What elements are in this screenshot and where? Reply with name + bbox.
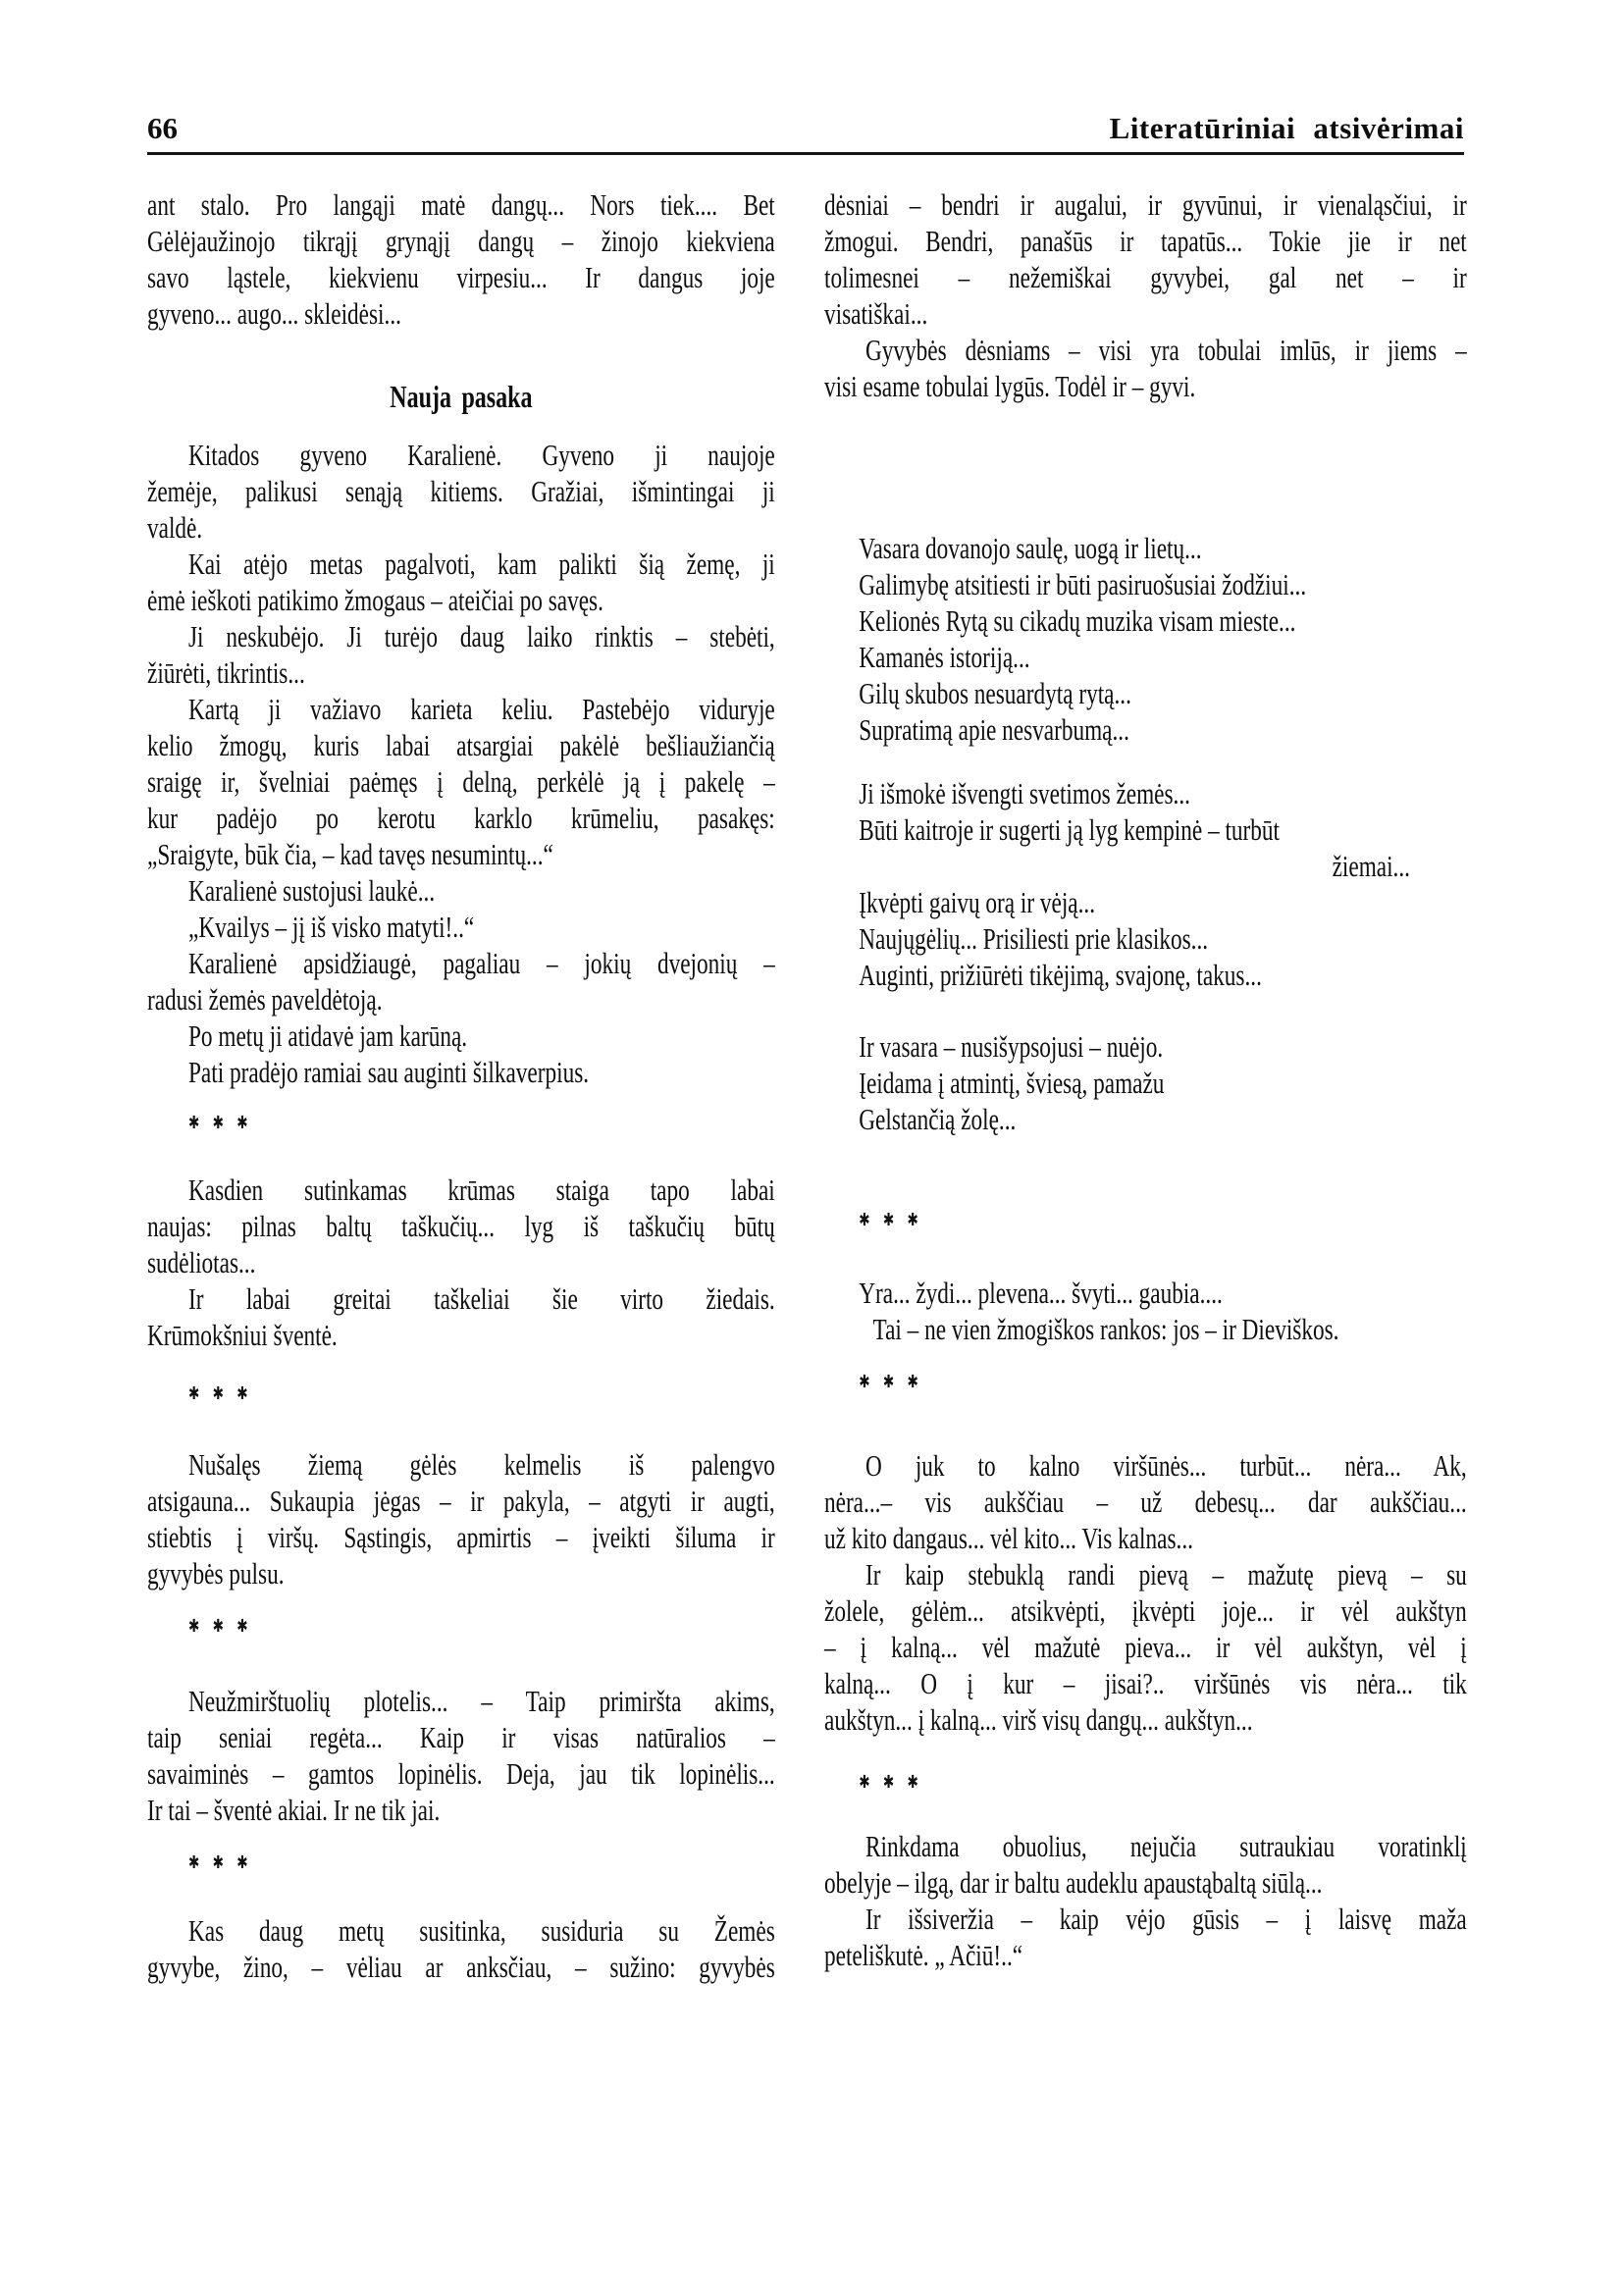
verse-line: Tai – ne vien žmogiškos rankos: jos – ir Dieviškos. [872,1312,1339,1346]
text-line: visi esame tobulai lygūs. Todėl ir – gyvi. [824,369,1196,403]
text-line: Ir tai – šventė akiai. Ir ne tik jai. [147,1793,441,1827]
running-title: Literatūriniai atsivėrimai [1109,111,1464,145]
section-separator: ✱ ✱ ✱ [859,1210,918,1230]
text-line: obelyje – ilgą, dar ir baltu audeklu apaustąbaltą siūlą... [824,1865,1323,1900]
paragraph [824,1828,1467,1901]
paragraph [147,1446,775,1591]
verse-line: Vasara dovanojo saulę, uogą ir lietų... [859,531,1202,565]
text-line: Nušalęs žiemą gėlės kelmelis iš palengvo [188,1447,775,1482]
vertical-gap [824,1738,1467,1764]
text-line: Karalienė sustojusi laukė... [188,873,436,908]
verse-line: Auginti, prižiūrėti tikėjimą, svajonę, takus... [859,958,1262,992]
text-line: dėsniai – bendri ir augalui, ir gyvūnui, ir vienaląsčiui, ir [824,187,1467,222]
vertical-gap [147,415,775,437]
paragraph [147,186,775,332]
text-line: ant stalo. Pro langąji matė dangų... Nors tiek.... Bet [147,187,775,222]
text-line: kalną... O į kur – jisai?.. viršūnės vis nėra... tik [824,1666,1467,1700]
text-line: už kito dangaus... vėl kito... Vis kalnas... [824,1521,1193,1555]
verse-line: Yra... žydi... plevena... švyti... gaubia.... [859,1276,1223,1310]
vertical-gap [824,1400,1467,1447]
text-line: visatiškai... [824,296,928,331]
vertical-gap [147,1828,775,1845]
paragraph [147,1172,775,1280]
text-line: „Sraigyte, būk čia, – kad tavęs nesumintų...“ [147,837,553,871]
text-line: stiebtis į viršų. Sąstingis, apmirtis – įveikti šiluma ir [147,1520,775,1554]
text-line: kelio žmogų, kuris labai atsargiai pakėlė bešliaužiančią [147,728,775,762]
section-separator: ✱ ✱ ✱ [188,1616,248,1637]
text-line: sudėliotas... [147,1245,256,1279]
text-line: „Kvailys – jį iš visko matyti!..“ [188,910,475,944]
text-line: taip seniai regėta... Kaip ir visas natūralios – [147,1720,775,1754]
text-line: Rinkdama obuolius, nejučia sutraukiau voratinklį [865,1829,1467,1863]
paragraph [147,1280,775,1353]
text-line: peteliškutė. „ Ačiū!..“ [824,1938,1023,1972]
paragraph [824,1447,1467,1556]
verse-block [824,530,1467,748]
verse-block [824,1275,1467,1347]
text-line: atsigauna... Sukaupia jėgas – ir pakyla, – atgyti ir augti, [147,1484,775,1518]
vertical-gap [824,993,1467,1028]
text-line: Gėlėjaužinojo tikrąjį grynąjį dangų – žinojo kiekviena [147,224,775,258]
verse-line: Būti kaitroje ir sugerti ją lyg kempinė – turbūt [859,812,1281,847]
text-line: aukštyn... į kalną... virš visų dangų... aukštyn... [824,1702,1253,1737]
section-separator: ✱ ✱ ✱ [188,1852,248,1873]
paragraph [824,186,1467,332]
text-line: – į kalną... vėl mažutė pieva... ir vėl aukštyn, vėl į [824,1630,1467,1664]
text-line: nėra...– vis aukščiau – už debesų... dar aukščiau... [824,1485,1467,1519]
text-line: kur padėjo po kerotu karklo krūmeliu, pasakęs: [147,801,775,835]
left-column [147,186,775,1985]
text-line: tolimesnei – nežemiškai gyvybei, gal net – ir [824,260,1467,294]
verse-block [824,1028,1467,1137]
text-line: savo ląstele, kiekvienu virpesiu... Ir dangus joje [147,260,775,294]
section-separator: ✱ ✱ ✱ [859,1372,918,1392]
text-line: Kasdien sutinkamas krūmas staiga tapo labai [188,1173,775,1207]
section-separator: ✱ ✱ ✱ [859,1772,918,1793]
verse-line: Gilų skubos nesuardytą rytą... [859,676,1131,710]
verse-line: Galimybę atsitiesti ir būti pasiruošusiai žodžiui... [859,567,1307,601]
verse-line: Kamanės istoriją... [859,640,1030,674]
text-line: O juk to kalno viršūnės... turbūt... nėra... Ak, [865,1448,1467,1483]
text-line: Ir labai greitai taškeliai šie virto žiedais. [188,1281,775,1316]
vertical-gap [824,1800,1467,1828]
text-line: Ir išsiveržia – kaip vėjo gūsis – į laisvę maža [865,1902,1467,1936]
text-line: gyvybės pulsu. [147,1556,285,1591]
vertical-gap [147,1141,775,1172]
text-line: žolele, gėlėm... atsikvėpti, įkvėpti joje... ir vėl aukštyn [824,1593,1467,1628]
verse-line: Naujųgėlių... Prisiliesti prie klasikos... [859,921,1209,956]
paragraph [147,618,775,691]
story-title: Nauja pasaka [390,379,533,414]
text-line: Kartą ji važiavo karieta keliu. Pastebėjo viduryje [188,692,775,726]
vertical-gap [824,1137,1467,1202]
verse-block [824,775,1467,993]
page-number: 66 [147,111,178,145]
verse-line: žiemai... [1332,849,1410,883]
text-line: žemėje, palikusi senąją kitiems. Gražiai, išmintingai ji [147,474,775,508]
paragraph [147,691,775,872]
section-separator: ✱ ✱ ✱ [188,1383,248,1404]
text-line: valdė. [147,510,203,545]
vertical-gap [147,1644,775,1683]
verse-line: Ji išmokė išvengti svetimos žemės... [859,776,1190,810]
verse-line: Gelstančią žolę... [859,1102,1017,1136]
vertical-gap [824,1347,1467,1364]
paragraph [147,1017,775,1054]
text-line: ėmė ieškoti patikimo žmogaus – ateičiai po savęs. [147,583,603,617]
paragraph [147,945,775,1017]
header-rule [147,152,1464,155]
text-line: Kas daug metų susitinka, susiduria su Žemės [188,1913,775,1948]
paragraph [824,1901,1467,1973]
text-line: radusi žemės paveldėtoją. [147,982,383,1017]
text-line: Kai atėjo metas pagalvoti, kam palikti šią žemę, ji [188,547,775,581]
verse-line: Kelionės Rytą su cikadų muzika visam mieste... [859,603,1296,638]
text-line: Po metų ji atidavė jam karūną. [188,1018,468,1053]
text-line: Karalienė apsidžiaugė, pagaliau – jokių dvejonių – [188,946,775,980]
text-line: Krūmokšniui šventė. [147,1318,338,1352]
text-line: Ji neskubėjo. Ji turėjo daug laiko rinktis – stebėti, [188,619,775,653]
text-line: savaiminės – gamtos lopinėlis. Deja, jau tik lopinėlis... [147,1756,775,1791]
right-column [824,186,1467,1973]
vertical-gap [147,332,775,379]
vertical-gap [147,1591,775,1608]
text-line: žiūrėti, tikrintis... [147,655,305,690]
paragraph [147,1912,775,1985]
paragraph [147,546,775,618]
text-line: žmogui. Bendri, panašūs ir tapatūs... Tokie jie ir net [824,224,1467,258]
vertical-gap [147,1412,775,1446]
vertical-gap [824,1238,1467,1275]
vertical-gap [147,1090,775,1105]
page-header [147,112,1464,145]
verse-line: Supratimą apie nesvarbumą... [859,712,1129,747]
paragraph [824,332,1467,404]
paragraph [147,1054,775,1090]
paragraph [147,872,775,909]
text-line: Neužmirštuolių plotelis... – Taip primiršta akims, [188,1684,775,1718]
text-line: Pati pradėjo ramiai sau auginti šilkaverpius. [188,1055,590,1089]
verse-line: Ir vasara – nusišypsojusi – nuėjo. [859,1029,1164,1064]
text-line: Kitados gyveno Karalienė. Gyveno ji naujoje [188,438,775,472]
vertical-gap [824,748,1467,775]
verse-line: Įkvėpti gaivų orą ir vėją... [859,885,1096,919]
section-separator: ✱ ✱ ✱ [188,1113,248,1133]
text-line: Gyvybės dėsniams – visi yra tobulai imlūs, ir jiems – [865,333,1467,367]
text-line: gyveno... augo... skleidėsi... [147,296,401,331]
vertical-gap [824,404,1467,530]
text-line: naujas: pilnas baltų taškučių... lyg iš taškučių būtų [147,1209,775,1243]
paragraph [824,1556,1467,1738]
paragraph [147,1683,775,1828]
text-line: gyvybe, žino, – vėliau ar anksčiau, – sužino: gyvybės [147,1950,775,1984]
verse-line: Įeidama į atmintį, šviesą, pamažu [859,1066,1165,1100]
paragraph [147,437,775,546]
vertical-gap [147,1353,775,1376]
vertical-gap [147,1881,775,1912]
text-line: sraigę ir, švelniai paėmęs į delną, perkėlė ją į pakelę – [147,764,775,799]
paragraph [147,909,775,945]
text-line: Ir kaip stebuklą randi pievą – mažutę pievą – su [865,1557,1467,1591]
